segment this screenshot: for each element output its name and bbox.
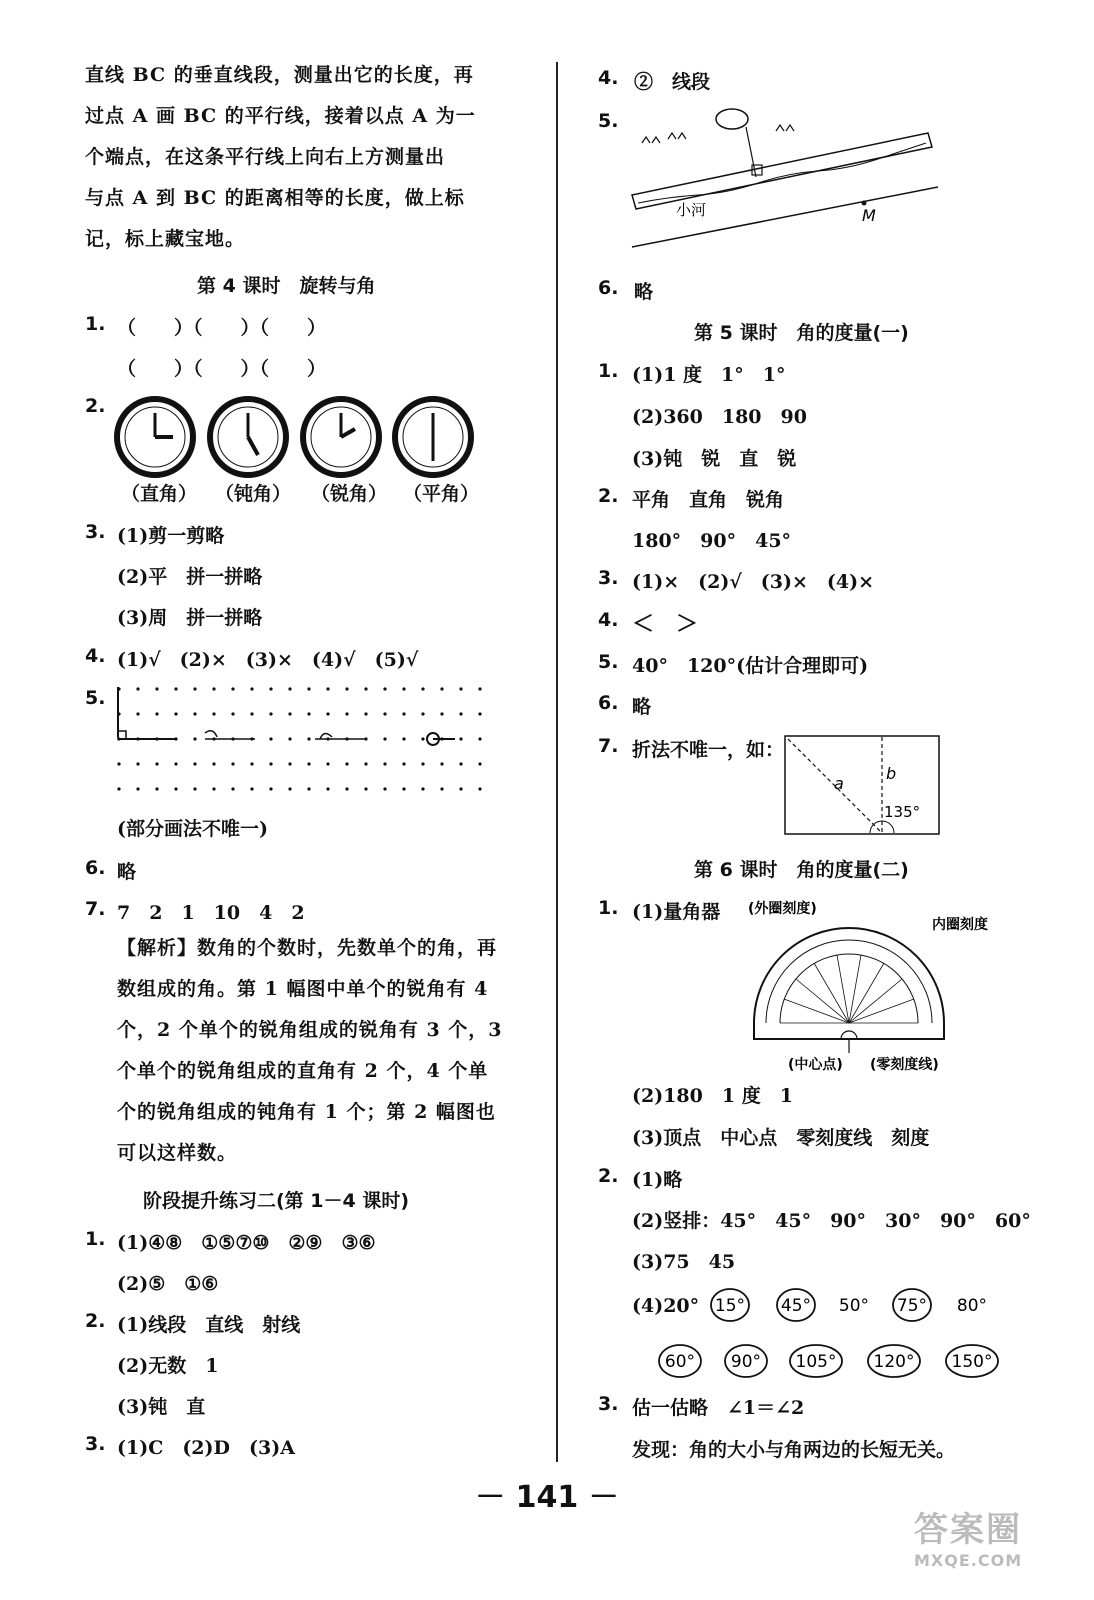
analysis-line-6: 可以这样数。	[117, 1142, 238, 1164]
clock-label-2: （钝角）	[215, 483, 292, 505]
grid-dot	[478, 687, 481, 690]
grid-dot	[421, 712, 424, 715]
q4-number: 4.	[85, 645, 106, 667]
grid-dot	[155, 787, 158, 790]
clock-label-4: （平角）	[403, 483, 480, 505]
grid-dot	[345, 712, 348, 715]
grid-dot	[421, 687, 424, 690]
grid-dot	[307, 762, 310, 765]
grid-dot	[231, 787, 234, 790]
l5-q7-number: 7.	[598, 735, 619, 757]
q3-line-1: (1)剪一剪略	[117, 525, 225, 547]
circled-105	[790, 1345, 842, 1377]
q3-line-2: (2)平 拼一拼略	[117, 566, 263, 588]
grid-dot	[155, 712, 158, 715]
lesson5-title: 第 5 课时 角的度量(一)	[694, 322, 909, 344]
grid-dot	[250, 762, 253, 765]
grass-icon	[642, 137, 660, 143]
grid-dot	[288, 712, 291, 715]
grid-dot	[212, 687, 215, 690]
r-q6-answer: 略	[634, 281, 654, 303]
q7-number: 7.	[85, 898, 106, 920]
grid-dot	[421, 762, 424, 765]
clock-diagrams	[113, 395, 483, 485]
l6-q2-line-1: (1)略	[632, 1169, 683, 1191]
l5-q3-answer: (1)× (2)√ (3)× (4)×	[632, 571, 875, 593]
l6-q2-number: 2.	[598, 1165, 619, 1187]
river-label: 小河	[676, 201, 707, 219]
grid-dot	[478, 712, 481, 715]
clock-label-3: （锐角）	[311, 483, 388, 505]
l5-q2-line-1: 平角 直角 锐角	[632, 489, 785, 511]
grid-dot	[174, 787, 177, 790]
intro-line-5: 记，标上藏宝地。	[85, 228, 246, 250]
grid-dot	[288, 737, 291, 740]
grid-dot	[307, 687, 310, 690]
analysis-line-3: 个，2 个单个的锐角组成的锐角有 3 个，3	[117, 1019, 503, 1041]
grid-dot	[193, 787, 196, 790]
s1-line-1: (1)④⑧ ①⑤⑦⑩ ②⑨ ③⑥	[117, 1232, 376, 1254]
l5-q2-line-2: 180° 90° 45°	[632, 530, 792, 552]
grid-dot	[383, 712, 386, 715]
svg-text:75°: 75°	[896, 1296, 928, 1316]
grid-dot	[250, 787, 253, 790]
grid-dot	[231, 762, 234, 765]
l6-q1-number: 1.	[598, 897, 619, 919]
l5-q4-number: 4.	[598, 609, 619, 631]
grid-dot	[459, 762, 462, 765]
grid-dot	[212, 762, 215, 765]
s2-line-1: (1)线段 直线 射线	[117, 1314, 301, 1336]
l6-q1-first: (1)量角器	[632, 901, 721, 923]
q6-answer: 略	[117, 861, 137, 883]
clock-4	[395, 399, 471, 475]
analysis-line-4: 个单个的锐角组成的直角有 2 个，4 个单	[117, 1060, 489, 1082]
s2-line-2: (2)无数 1	[117, 1355, 219, 1377]
q3-number: 3.	[85, 521, 106, 543]
circled-60	[659, 1345, 701, 1377]
l5-q7-answer: 折法不唯一，如：	[632, 739, 785, 761]
intro-line-2: 过点 A 画 BC 的平行线，接着以点 A 为一	[85, 105, 476, 127]
plain-50: 50°	[838, 1296, 870, 1316]
grid-dot	[326, 762, 329, 765]
grid-dot	[193, 762, 196, 765]
grid-dot	[136, 787, 139, 790]
grid-dot	[155, 762, 158, 765]
watermark-url: MXQE.COM	[914, 1551, 1023, 1570]
grid-dot	[402, 787, 405, 790]
grid-dot	[155, 737, 158, 740]
r-q4-number: 4.	[598, 67, 619, 89]
grid-dot	[307, 712, 310, 715]
grid-dot	[136, 762, 139, 765]
grid-dot	[174, 687, 177, 690]
grid-dot	[364, 787, 367, 790]
s3-answer: (1)C (2)D (3)A	[117, 1437, 295, 1459]
s1-line-2: (2)⑤ ①⑥	[117, 1273, 219, 1295]
grid-dot	[383, 687, 386, 690]
r-q5-number: 5.	[598, 110, 619, 132]
l5-q4-answer: ＜ ＞	[632, 611, 699, 637]
grid-dot	[459, 787, 462, 790]
treasure-icon	[716, 109, 748, 129]
grid-dot	[440, 737, 443, 740]
clock-label-1: （直角）	[121, 483, 198, 505]
grid-dot	[345, 762, 348, 765]
grid-dot	[117, 787, 120, 790]
grid-dot	[459, 687, 462, 690]
grass-icon	[668, 133, 686, 139]
circled-45	[777, 1289, 815, 1321]
svg-text:45°: 45°	[780, 1296, 812, 1316]
grid-dot	[174, 737, 177, 740]
grid-dot	[117, 712, 120, 715]
grid-dot	[364, 687, 367, 690]
l6-q1-line-2: (2)180 1 度 1	[632, 1085, 793, 1107]
grid-dot	[174, 712, 177, 715]
l5-q3-number: 3.	[598, 567, 619, 589]
grid-dot	[326, 712, 329, 715]
svg-text:120°: 120°	[873, 1352, 915, 1372]
grid-dot	[231, 687, 234, 690]
center-point-label: (中心点)	[788, 1057, 843, 1073]
clock-2	[210, 399, 286, 475]
grid-dot	[307, 787, 310, 790]
q1-number: 1.	[85, 313, 106, 335]
grid-dot	[117, 737, 120, 740]
stage-practice-title: 阶段提升练习二(第 1－4 课时)	[143, 1190, 410, 1212]
l5-q2-number: 2.	[598, 485, 619, 507]
q3-line-3: (3)周 拼一拼略	[117, 607, 263, 629]
plain-80: 80°	[956, 1296, 988, 1316]
grid-dot	[364, 712, 367, 715]
page-number: － 141 －	[475, 1480, 619, 1515]
l5-q1-number: 1.	[598, 360, 619, 382]
dot-grid-figure	[115, 683, 495, 803]
grid-dot	[440, 687, 443, 690]
grid-dot	[250, 737, 253, 740]
r-q4-answer: ② 线段	[634, 71, 711, 93]
grid-dot	[288, 762, 291, 765]
grid-dot	[326, 687, 329, 690]
column-divider	[556, 62, 558, 1462]
fold-angle-label: 135°	[884, 803, 921, 821]
svg-text:60°: 60°	[664, 1352, 696, 1372]
grid-dot	[459, 712, 462, 715]
clock-3	[303, 399, 379, 475]
grid-dot	[269, 787, 272, 790]
l6-q3-line-2: 发现：角的大小与角两边的长短无关。	[632, 1439, 956, 1461]
q6-number: 6.	[85, 857, 106, 879]
l5-q1-line-2: (2)360 180 90	[632, 406, 807, 428]
grid-dot	[136, 737, 139, 740]
grid-dot	[326, 737, 329, 740]
intro-line-3: 个端点，在这条平行线上向右上方测量出	[85, 146, 446, 168]
lesson4-title: 第 4 课时 旋转与角	[197, 275, 376, 297]
circled-75	[893, 1289, 931, 1321]
grid-dot	[345, 787, 348, 790]
grid-dot	[383, 787, 386, 790]
circled-15	[711, 1289, 749, 1321]
grid-dot	[136, 687, 139, 690]
inner-scale-label: 内圈刻度	[932, 917, 988, 933]
analysis-line-1: 【解析】数角的个数时，先数单个的角，再	[117, 937, 498, 959]
q5-number: 5.	[85, 687, 106, 709]
svg-text:15°: 15°	[714, 1296, 746, 1316]
grid-dot	[459, 737, 462, 740]
grid-dot	[440, 712, 443, 715]
grid-dot	[421, 737, 424, 740]
grid-dot	[269, 762, 272, 765]
grid-dot	[250, 687, 253, 690]
grid-dot	[269, 737, 272, 740]
grid-dot	[307, 737, 310, 740]
l6-q3-line-1: 估一估略 ∠1＝∠2	[632, 1397, 805, 1419]
circled-150	[946, 1345, 998, 1377]
grid-dot	[212, 712, 215, 715]
grid-dot	[383, 737, 386, 740]
protractor-diagram	[736, 893, 1018, 1073]
watermark	[914, 1502, 1064, 1582]
grid-dot	[117, 762, 120, 765]
river-diagram	[628, 107, 948, 257]
grid-dot	[345, 737, 348, 740]
l6-q2-line-2: (2)竖排：45° 45° 90° 30° 90° 60°	[632, 1210, 1031, 1232]
analysis-line-2: 数组成的角。第 1 幅图中单个的锐角有 4	[117, 978, 489, 1000]
clock-1	[117, 399, 193, 475]
intro-line-4: 与点 A 到 BC 的距离相等的长度，做上标	[85, 187, 465, 209]
grid-dot	[174, 762, 177, 765]
grid-dot	[231, 712, 234, 715]
l5-q1-line-1: (1)1 度 1° 1°	[632, 364, 786, 386]
circled-120	[868, 1345, 920, 1377]
grid-dot	[402, 762, 405, 765]
l5-q6-number: 6.	[598, 692, 619, 714]
grid-dot	[117, 687, 120, 690]
lesson6-title: 第 6 课时 角的度量(二)	[694, 859, 909, 881]
grid-dot	[212, 737, 215, 740]
grid-dot	[269, 687, 272, 690]
grid-dot	[288, 687, 291, 690]
l5-q6-answer: 略	[632, 696, 652, 718]
grid-dot	[136, 712, 139, 715]
grid-dot	[326, 787, 329, 790]
grid-dot	[288, 787, 291, 790]
q7-answer: 7 2 1 10 4 2	[117, 902, 305, 924]
fold-label-a: a	[834, 774, 844, 793]
grid-dot	[193, 737, 196, 740]
grid-dot	[402, 687, 405, 690]
q5-note: (部分画法不唯一)	[117, 818, 268, 840]
grid-dot	[421, 787, 424, 790]
q1-row-1: （ ）（ ）（ ）	[117, 317, 327, 339]
watermark-logo-text: 答案圈	[914, 1510, 1022, 1550]
grid-dot	[193, 712, 196, 715]
grid-dot	[269, 712, 272, 715]
q4-answer: (1)√ (2)× (3)× (4)√ (5)√	[117, 649, 419, 671]
l5-q1-line-3: (3)钝 锐 直 锐	[632, 448, 797, 470]
l5-q5-number: 5.	[598, 651, 619, 673]
grid-dot	[231, 737, 234, 740]
grid-dot	[364, 762, 367, 765]
fold-rectangle-diagram	[784, 735, 942, 837]
grid-dot	[440, 787, 443, 790]
grid-dot	[440, 762, 443, 765]
svg-text:90°: 90°	[730, 1352, 762, 1372]
l5-q5-answer: 40° 120°(估计合理即可)	[632, 655, 869, 677]
intro-line-1: 直线 BC 的垂直线段，测量出它的长度，再	[85, 64, 474, 86]
zero-line-label: (零刻度线)	[870, 1057, 939, 1073]
outer-scale-label: (外圈刻度)	[748, 901, 817, 917]
grid-dot	[402, 712, 405, 715]
svg-text:105°: 105°	[795, 1352, 837, 1372]
grid-dot	[250, 712, 253, 715]
svg-text:150°: 150°	[951, 1352, 993, 1372]
grid-dot	[193, 687, 196, 690]
s2-line-3: (3)钝 直	[117, 1396, 206, 1418]
grid-dot	[383, 762, 386, 765]
grid-dot	[478, 737, 481, 740]
r-q6-number: 6.	[598, 277, 619, 299]
circled-90	[725, 1345, 767, 1377]
grid-dot	[478, 762, 481, 765]
fold-label-b: b	[886, 764, 897, 783]
circled-angles-row-2	[654, 1337, 1018, 1383]
grid-dot	[212, 787, 215, 790]
s2-number: 2.	[85, 1310, 106, 1332]
grid-dot	[478, 787, 481, 790]
l6-q3-number: 3.	[598, 1393, 619, 1415]
l6-q2-line-3: (3)75 45	[632, 1251, 736, 1273]
l6-q1-line-3: (3)顶点 中心点 零刻度线 刻度	[632, 1127, 930, 1149]
grid-dot	[364, 737, 367, 740]
grass-icon	[776, 125, 794, 131]
s1-number: 1.	[85, 1228, 106, 1250]
l6-q2-4-prefix: (4)20°	[632, 1295, 700, 1317]
point-m-label: M	[862, 206, 876, 225]
grid-dot	[402, 737, 405, 740]
grid-dot	[155, 687, 158, 690]
s3-number: 3.	[85, 1433, 106, 1455]
grid-dot	[345, 687, 348, 690]
analysis-line-5: 个的锐角组成的钝角有 1 个；第 2 幅图也	[117, 1101, 496, 1123]
q2-number: 2.	[85, 395, 106, 417]
q1-row-2: （ ）（ ）（ ）	[117, 358, 327, 380]
